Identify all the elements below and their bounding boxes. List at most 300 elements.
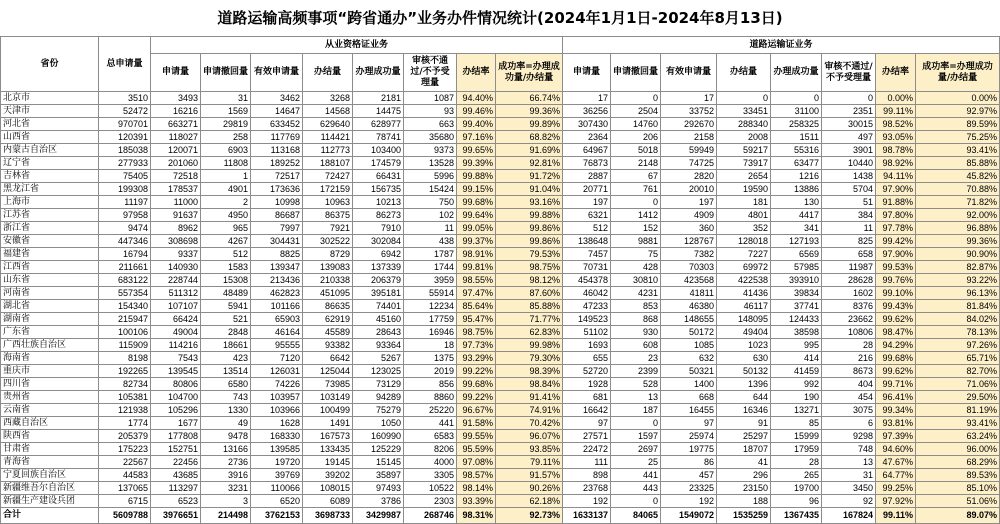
- value-cell: 175223: [99, 443, 151, 456]
- table-row: [1, 248, 1000, 261]
- value-cell: 124433: [771, 313, 822, 326]
- header-b-apply: 申请量: [563, 54, 611, 92]
- value-cell: 9337: [151, 248, 201, 261]
- value-cell: 108015: [303, 482, 353, 495]
- value-cell: 57985: [771, 261, 822, 274]
- value-cell: 91637: [151, 209, 201, 222]
- value-cell: 98.52%: [876, 118, 916, 131]
- province-cell: 福建省: [1, 248, 99, 261]
- header-b-reject: 审核不通过/不予受理量: [822, 54, 876, 92]
- value-cell: 1549072: [661, 508, 717, 524]
- value-cell: 428: [611, 261, 661, 274]
- value-cell: 663: [404, 118, 457, 131]
- value-cell: 91.41%: [496, 391, 563, 404]
- value-cell: 71.06%: [916, 378, 1000, 391]
- value-cell: 79.30%: [496, 352, 563, 365]
- value-cell: 1583: [201, 261, 251, 274]
- value-cell: 307430: [563, 118, 611, 131]
- value-cell: 74226: [251, 378, 303, 391]
- value-cell: 99.37%: [457, 235, 496, 248]
- province-cell: 陕西省: [1, 430, 99, 443]
- value-cell: 59217: [717, 144, 771, 157]
- value-cell: 16346: [717, 404, 771, 417]
- value-cell: 94.29%: [876, 339, 916, 352]
- header-a-done: 办结量: [303, 54, 353, 92]
- value-cell: 28: [771, 456, 822, 469]
- value-cell: 5018: [611, 144, 661, 157]
- value-cell: 99.55%: [457, 430, 496, 443]
- value-cell: 137065: [99, 482, 151, 495]
- value-cell: 96.67%: [457, 404, 496, 417]
- value-cell: 1511: [771, 131, 822, 144]
- value-cell: 96.13%: [916, 287, 1000, 300]
- value-cell: 137339: [353, 261, 404, 274]
- value-cell: 1396: [717, 378, 771, 391]
- value-cell: 78741: [353, 131, 404, 144]
- value-cell: 97.90%: [876, 248, 916, 261]
- value-cell: 73917: [717, 157, 771, 170]
- value-cell: 113297: [151, 482, 201, 495]
- value-cell: 94.11%: [876, 170, 916, 183]
- value-cell: 608: [611, 339, 661, 352]
- value-cell: 214498: [201, 508, 251, 524]
- province-cell: 重庆市: [1, 365, 99, 378]
- value-cell: 8376: [822, 300, 876, 313]
- province-cell: 山西省: [1, 131, 99, 144]
- value-cell: 11: [822, 222, 876, 235]
- value-cell: 683122: [99, 274, 151, 287]
- value-cell: 97493: [353, 482, 404, 495]
- value-cell: 17759: [404, 313, 457, 326]
- value-cell: 70731: [563, 261, 611, 274]
- value-cell: 7543: [151, 352, 201, 365]
- value-cell: 99.05%: [457, 222, 496, 235]
- value-cell: 995: [771, 339, 822, 352]
- value-cell: 30015: [822, 118, 876, 131]
- value-cell: 72518: [151, 170, 201, 183]
- value-cell: 1412: [611, 209, 661, 222]
- value-cell: 35680: [404, 131, 457, 144]
- value-cell: 4801: [717, 209, 771, 222]
- value-cell: 302084: [353, 235, 404, 248]
- value-cell: 73129: [353, 378, 404, 391]
- value-cell: 187: [611, 404, 661, 417]
- value-cell: 96.88%: [916, 222, 1000, 235]
- value-cell: 20771: [563, 183, 611, 196]
- value-cell: 75279: [353, 404, 404, 417]
- value-cell: 46164: [251, 326, 303, 339]
- value-cell: 0.00%: [916, 92, 1000, 105]
- value-cell: 206379: [353, 274, 404, 287]
- value-cell: 105296: [151, 404, 201, 417]
- value-cell: 454: [822, 391, 876, 404]
- value-cell: 85.10%: [916, 482, 1000, 495]
- value-cell: 360: [661, 222, 717, 235]
- value-cell: 11197: [99, 196, 151, 209]
- table-row: [1, 326, 1000, 339]
- value-cell: 14760: [611, 118, 661, 131]
- value-cell: 457: [661, 469, 717, 482]
- value-cell: 748: [822, 443, 876, 456]
- value-cell: 72517: [251, 170, 303, 183]
- value-cell: 67: [611, 170, 661, 183]
- value-cell: 8860: [404, 391, 457, 404]
- value-cell: 6569: [771, 248, 822, 261]
- value-cell: 5704: [822, 183, 876, 196]
- value-cell: 4267: [201, 235, 251, 248]
- table-row: [1, 274, 1000, 287]
- value-cell: 99.43%: [876, 300, 916, 313]
- value-cell: 117769: [251, 131, 303, 144]
- header-a-withdraw: 申请撤回量: [201, 54, 251, 92]
- value-cell: 17959: [771, 443, 822, 456]
- value-cell: 91.72%: [496, 170, 563, 183]
- value-cell: 46117: [717, 300, 771, 313]
- value-cell: 98.91%: [457, 248, 496, 261]
- value-cell: 49: [201, 417, 251, 430]
- value-cell: 6: [822, 417, 876, 430]
- value-cell: 98.78%: [876, 144, 916, 157]
- value-cell: 18: [404, 339, 457, 352]
- value-cell: 22472: [563, 443, 611, 456]
- value-cell: 3462: [251, 92, 303, 105]
- value-cell: 11808: [201, 157, 251, 170]
- value-cell: 2158: [661, 131, 717, 144]
- value-cell: 2654: [717, 170, 771, 183]
- value-cell: 441: [611, 469, 661, 482]
- value-cell: 41436: [717, 287, 771, 300]
- value-cell: 2303: [404, 495, 457, 508]
- value-cell: 93.16%: [496, 196, 563, 209]
- province-cell: 吉林省: [1, 170, 99, 183]
- value-cell: 98.92%: [876, 157, 916, 170]
- value-cell: 66431: [353, 170, 404, 183]
- value-cell: 1928: [563, 378, 611, 391]
- value-cell: 91: [717, 417, 771, 430]
- value-cell: 86635: [303, 300, 353, 313]
- value-cell: 39769: [251, 469, 303, 482]
- value-cell: 70.88%: [916, 183, 1000, 196]
- value-cell: 93382: [303, 339, 353, 352]
- value-cell: 98.47%: [876, 326, 916, 339]
- value-cell: 2887: [563, 170, 611, 183]
- table-row: [1, 144, 1000, 157]
- value-cell: 22567: [99, 456, 151, 469]
- value-cell: 185038: [99, 144, 151, 157]
- value-cell: 81.19%: [916, 404, 1000, 417]
- value-cell: 3510: [99, 92, 151, 105]
- value-cell: 1087: [404, 92, 457, 105]
- value-cell: 443: [611, 482, 661, 495]
- value-cell: 99.25%: [876, 482, 916, 495]
- value-cell: 99.88%: [457, 170, 496, 183]
- value-cell: 64.77%: [876, 469, 916, 482]
- value-cell: 414: [771, 352, 822, 365]
- table-row: [1, 300, 1000, 313]
- value-cell: 52472: [99, 105, 151, 118]
- value-cell: 761: [611, 183, 661, 196]
- value-cell: 16455: [661, 404, 717, 417]
- value-cell: 100106: [99, 326, 151, 339]
- value-cell: 10440: [822, 157, 876, 170]
- value-cell: 99.65%: [457, 144, 496, 157]
- value-cell: 4909: [661, 209, 717, 222]
- value-cell: 99.34%: [876, 404, 916, 417]
- value-cell: 75405: [99, 170, 151, 183]
- value-cell: 4417: [771, 209, 822, 222]
- province-cell: 河南省: [1, 287, 99, 300]
- province-cell: 贵州省: [1, 391, 99, 404]
- value-cell: 206: [611, 131, 661, 144]
- value-cell: 36256: [563, 105, 611, 118]
- value-cell: 50132: [717, 365, 771, 378]
- value-cell: 95.47%: [457, 313, 496, 326]
- value-cell: 89.53%: [916, 469, 1000, 482]
- value-cell: 121938: [99, 404, 151, 417]
- value-cell: 114216: [151, 339, 201, 352]
- value-cell: 97: [563, 417, 611, 430]
- value-cell: 10213: [353, 196, 404, 209]
- value-cell: 8673: [822, 365, 876, 378]
- value-cell: 205379: [99, 430, 151, 443]
- province-cell: 新疆生产建设兵团: [1, 495, 99, 508]
- value-cell: 102: [404, 209, 457, 222]
- value-cell: 33451: [717, 105, 771, 118]
- value-cell: 99.86%: [496, 222, 563, 235]
- value-cell: 90.90%: [916, 248, 1000, 261]
- value-cell: 62919: [303, 313, 353, 326]
- value-cell: 11987: [822, 261, 876, 274]
- value-cell: 0: [717, 92, 771, 105]
- table-row: [1, 209, 1000, 222]
- value-cell: 94289: [353, 391, 404, 404]
- value-cell: 404: [822, 378, 876, 391]
- value-cell: 3450: [822, 482, 876, 495]
- value-cell: 462823: [251, 287, 303, 300]
- province-cell: 湖南省: [1, 313, 99, 326]
- header-group-transport: 道路运输证业务: [563, 37, 1000, 54]
- value-cell: 9478: [201, 430, 251, 443]
- value-cell: 93364: [353, 339, 404, 352]
- value-cell: 93.81%: [876, 417, 916, 430]
- value-cell: 868: [611, 313, 661, 326]
- value-cell: 81.84%: [916, 300, 1000, 313]
- value-cell: 15999: [771, 430, 822, 443]
- value-cell: 992: [771, 378, 822, 391]
- value-cell: 2008: [717, 131, 771, 144]
- value-cell: 94.40%: [457, 92, 496, 105]
- value-cell: 750: [404, 196, 457, 209]
- value-cell: 93.41%: [916, 144, 1000, 157]
- value-cell: 22456: [151, 456, 201, 469]
- value-cell: 441: [404, 417, 457, 430]
- value-cell: 6580: [201, 378, 251, 391]
- table-row: [1, 222, 1000, 235]
- value-cell: 66.74%: [496, 92, 563, 105]
- stats-table: [0, 36, 1000, 524]
- value-cell: 2181: [353, 92, 404, 105]
- value-cell: 23662: [822, 313, 876, 326]
- value-cell: 105381: [99, 391, 151, 404]
- value-cell: 8825: [251, 248, 303, 261]
- value-cell: 8206: [404, 443, 457, 456]
- value-cell: 258325: [771, 118, 822, 131]
- province-cell: 内蒙古自治区: [1, 144, 99, 157]
- value-cell: 2351: [822, 105, 876, 118]
- value-cell: 127193: [771, 235, 822, 248]
- value-cell: 71.82%: [916, 196, 1000, 209]
- value-cell: 451095: [303, 287, 353, 300]
- value-cell: 4000: [404, 456, 457, 469]
- value-cell: 190: [771, 391, 822, 404]
- value-cell: 422538: [717, 274, 771, 287]
- value-cell: 3493: [151, 92, 201, 105]
- value-cell: 1400: [661, 378, 717, 391]
- value-cell: 148655: [661, 313, 717, 326]
- value-cell: 4901: [201, 183, 251, 196]
- value-cell: 99.42%: [876, 235, 916, 248]
- value-cell: 0.00%: [876, 92, 916, 105]
- value-cell: 192265: [99, 365, 151, 378]
- value-cell: 898: [563, 469, 611, 482]
- value-cell: 3959: [404, 274, 457, 287]
- value-cell: 423568: [661, 274, 717, 287]
- header-a-valid: 有效申请量: [251, 54, 303, 92]
- value-cell: 98.31%: [457, 508, 496, 524]
- value-cell: 304431: [251, 235, 303, 248]
- value-cell: 110066: [251, 482, 303, 495]
- value-cell: 1569: [201, 105, 251, 118]
- value-cell: 6523: [151, 495, 201, 508]
- value-cell: 7921: [303, 222, 353, 235]
- value-cell: 9373: [404, 144, 457, 157]
- value-cell: 1085: [661, 339, 717, 352]
- value-cell: 130: [771, 196, 822, 209]
- value-cell: 2504: [611, 105, 661, 118]
- value-cell: 521: [201, 313, 251, 326]
- value-cell: 2: [201, 196, 251, 209]
- value-cell: 99.46%: [457, 105, 496, 118]
- value-cell: 99.62%: [876, 313, 916, 326]
- value-cell: 1367435: [771, 508, 822, 524]
- value-cell: 174579: [353, 157, 404, 170]
- value-cell: 99.53%: [876, 261, 916, 274]
- value-cell: 19590: [717, 183, 771, 196]
- value-cell: 46042: [563, 287, 611, 300]
- value-cell: 0: [822, 92, 876, 105]
- province-cell: 浙江省: [1, 222, 99, 235]
- value-cell: 62.18%: [496, 495, 563, 508]
- value-cell: 1330: [201, 404, 251, 417]
- value-cell: 103400: [353, 144, 404, 157]
- total-row: [1, 508, 1000, 524]
- value-cell: 23325: [661, 482, 717, 495]
- value-cell: 1: [201, 170, 251, 183]
- value-cell: 91.69%: [496, 144, 563, 157]
- value-cell: 111: [563, 456, 611, 469]
- value-cell: 149523: [563, 313, 611, 326]
- value-cell: 25974: [661, 430, 717, 443]
- value-cell: 9881: [611, 235, 661, 248]
- value-cell: 9298: [822, 430, 876, 443]
- value-cell: 211661: [99, 261, 151, 274]
- table-row: [1, 417, 1000, 430]
- value-cell: 12234: [404, 300, 457, 313]
- value-cell: 0: [611, 417, 661, 430]
- province-cell: 辽宁省: [1, 157, 99, 170]
- value-cell: 96: [771, 495, 822, 508]
- province-cell: 湖北省: [1, 300, 99, 313]
- value-cell: 93: [404, 105, 457, 118]
- value-cell: 3976651: [151, 508, 201, 524]
- value-cell: 3305: [404, 469, 457, 482]
- table-row: [1, 430, 1000, 443]
- table-row: [1, 378, 1000, 391]
- value-cell: 85: [771, 417, 822, 430]
- value-cell: 55914: [404, 287, 457, 300]
- value-cell: 6321: [563, 209, 611, 222]
- value-cell: 45589: [303, 326, 353, 339]
- value-cell: 139545: [151, 365, 201, 378]
- value-cell: 74401: [353, 300, 404, 313]
- value-cell: 192: [661, 495, 717, 508]
- value-cell: 82.70%: [916, 365, 1000, 378]
- value-cell: 970701: [99, 118, 151, 131]
- value-cell: 197: [563, 196, 611, 209]
- value-cell: 99.98%: [496, 339, 563, 352]
- value-cell: 92.73%: [496, 508, 563, 524]
- value-cell: 65903: [251, 313, 303, 326]
- value-cell: 10963: [303, 196, 353, 209]
- value-cell: 138648: [563, 235, 611, 248]
- header-total-apply: 总申请量: [99, 37, 151, 92]
- value-cell: 210338: [303, 274, 353, 287]
- province-cell: 江苏省: [1, 209, 99, 222]
- value-cell: 3916: [201, 469, 251, 482]
- value-cell: 296: [717, 469, 771, 482]
- value-cell: 5996: [404, 170, 457, 183]
- value-cell: 97.39%: [876, 430, 916, 443]
- value-cell: 99.86%: [496, 235, 563, 248]
- value-cell: 2364: [563, 131, 611, 144]
- value-cell: 14568: [303, 105, 353, 118]
- value-cell: 82734: [99, 378, 151, 391]
- value-cell: 91.88%: [876, 196, 916, 209]
- value-cell: 192: [563, 495, 611, 508]
- value-cell: 7227: [717, 248, 771, 261]
- table-row: [1, 482, 1000, 495]
- value-cell: 99.11%: [876, 105, 916, 118]
- value-cell: 853: [611, 300, 661, 313]
- value-cell: 103957: [251, 391, 303, 404]
- value-cell: 86687: [251, 209, 303, 222]
- value-cell: 3762153: [251, 508, 303, 524]
- value-cell: 68.82%: [496, 131, 563, 144]
- table-row: [1, 365, 1000, 378]
- value-cell: 154340: [99, 300, 151, 313]
- table-row: [1, 456, 1000, 469]
- value-cell: 92.81%: [496, 157, 563, 170]
- value-cell: 28: [822, 339, 876, 352]
- value-cell: 1491: [303, 417, 353, 430]
- value-cell: 5941: [201, 300, 251, 313]
- value-cell: 25297: [717, 430, 771, 443]
- value-cell: 46380: [661, 300, 717, 313]
- value-cell: 82.87%: [916, 261, 1000, 274]
- value-cell: 644: [717, 391, 771, 404]
- value-cell: 3901: [822, 144, 876, 157]
- value-cell: 99.68%: [457, 196, 496, 209]
